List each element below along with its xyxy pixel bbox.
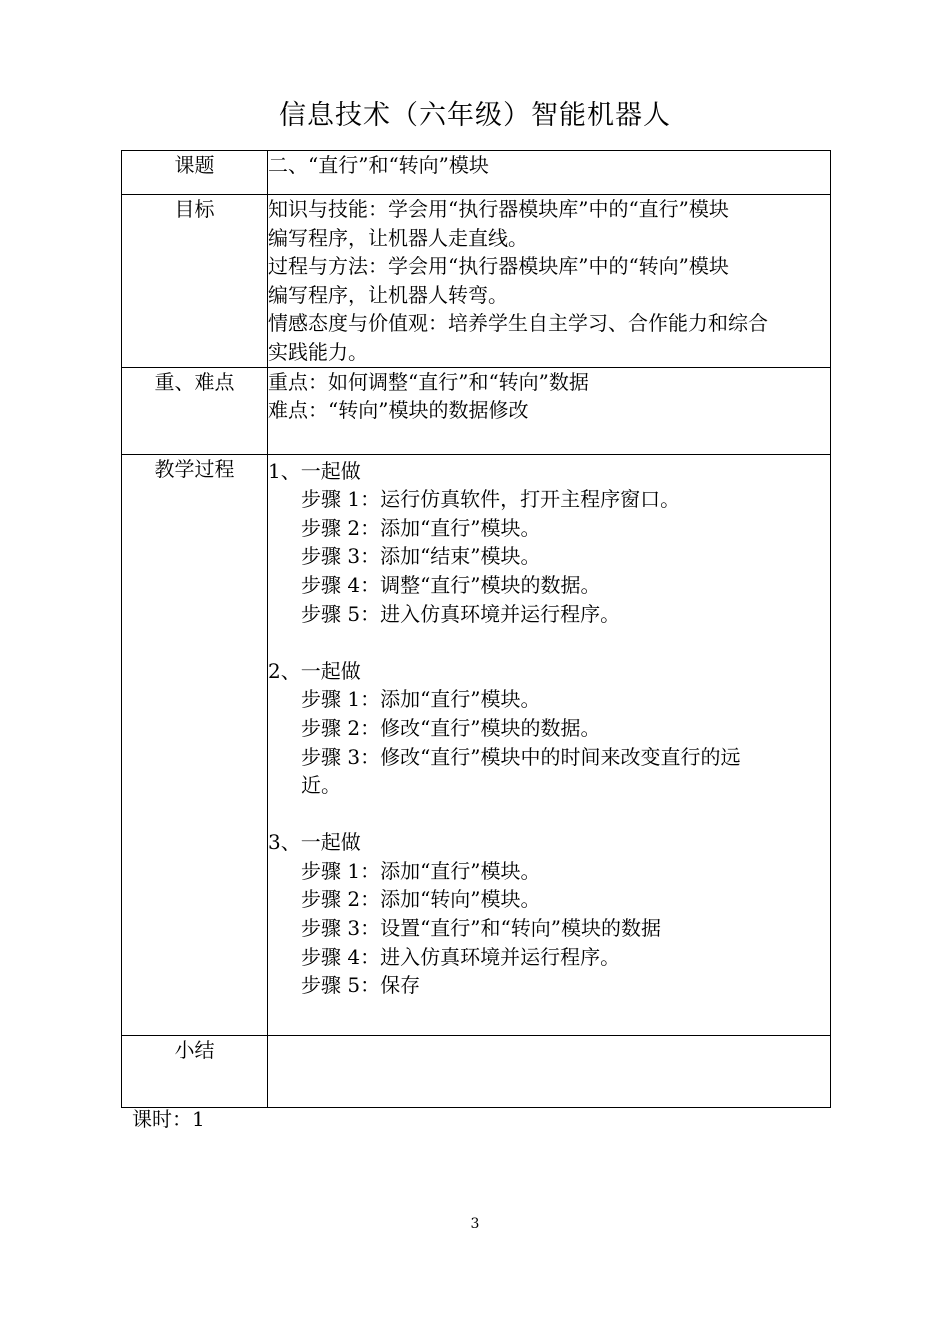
step-line: 步骤 1：添加“直行”模块。 bbox=[301, 687, 541, 712]
step-line: 步骤 1：运行仿真软件，打开主程序窗口。 bbox=[301, 487, 681, 512]
step-line: 近。 bbox=[301, 773, 341, 798]
goal-line: 知识与技能：学会用“执行器模块库”中的“直行”模块 bbox=[268, 197, 729, 221]
step-line: 步骤 4：调整“直行”模块的数据。 bbox=[301, 572, 601, 597]
step-line: 步骤 3：添加“结束”模块。 bbox=[301, 544, 541, 569]
row-key-points bbox=[122, 367, 831, 454]
difficulty-line: 难点：“转向”模块的数据修改 bbox=[268, 398, 529, 423]
label-summary: 小结 bbox=[122, 1035, 268, 1107]
section-heading: 1、一起做 bbox=[268, 458, 361, 483]
goal-line: 编写程序，让机器人转弯。 bbox=[268, 282, 508, 307]
goal-line: 编写程序，让机器人走直线。 bbox=[268, 225, 528, 250]
row-process bbox=[122, 454, 831, 1035]
process-content bbox=[268, 454, 831, 1035]
topic-text: 二、“直行”和“转向”模块 bbox=[268, 151, 831, 195]
label-topic: 课题 bbox=[122, 151, 268, 195]
step-line: 步骤 1：添加“直行”模块。 bbox=[301, 858, 541, 883]
row-goal bbox=[122, 195, 831, 368]
goal-line: 情感态度与价值观：培养学生自主学习、合作能力和综合 bbox=[268, 311, 768, 336]
goal-content bbox=[268, 195, 831, 368]
step-line: 步骤 5：进入仿真环境并运行程序。 bbox=[301, 601, 621, 626]
row-summary bbox=[122, 1035, 831, 1107]
step-line: 步骤 2：添加“直行”模块。 bbox=[301, 515, 541, 540]
key-points-content bbox=[268, 367, 831, 454]
key-point-line: 重点：如何调整“直行”和“转向”数据 bbox=[268, 369, 589, 394]
step-line: 步骤 5：保存 bbox=[301, 973, 421, 998]
label-goal: 目标 bbox=[122, 195, 268, 368]
section-heading: 3、一起做 bbox=[268, 830, 361, 855]
step-line: 步骤 2：添加“转向”模块。 bbox=[301, 887, 541, 912]
document-title: 信息技术（六年级）智能机器人 bbox=[279, 100, 671, 131]
lesson-hours-note: 课时：1 bbox=[132, 1107, 205, 1131]
page-number: 3 bbox=[470, 1216, 480, 1232]
step-line: 步骤 3：设置“直行”和“转向”模块的数据 bbox=[301, 916, 661, 941]
section-heading: 2、一起做 bbox=[268, 658, 361, 683]
lesson-plan-table bbox=[121, 150, 831, 1108]
goal-line: 过程与方法：学会用“执行器模块库”中的“转向”模块 bbox=[268, 254, 729, 279]
label-process: 教学过程 bbox=[122, 454, 268, 1035]
row-topic bbox=[122, 151, 831, 195]
step-line: 步骤 4：进入仿真环境并运行程序。 bbox=[301, 944, 621, 969]
spacer bbox=[268, 800, 830, 829]
label-key-points: 重、难点 bbox=[122, 367, 268, 454]
goal-line: 实践能力。 bbox=[268, 339, 368, 364]
summary-content bbox=[268, 1035, 831, 1107]
spacer bbox=[268, 628, 830, 657]
step-line: 步骤 2：修改“直行”模块的数据。 bbox=[301, 715, 601, 740]
step-line: 步骤 3：修改“直行”模块中的时间来改变直行的远 bbox=[301, 744, 741, 769]
